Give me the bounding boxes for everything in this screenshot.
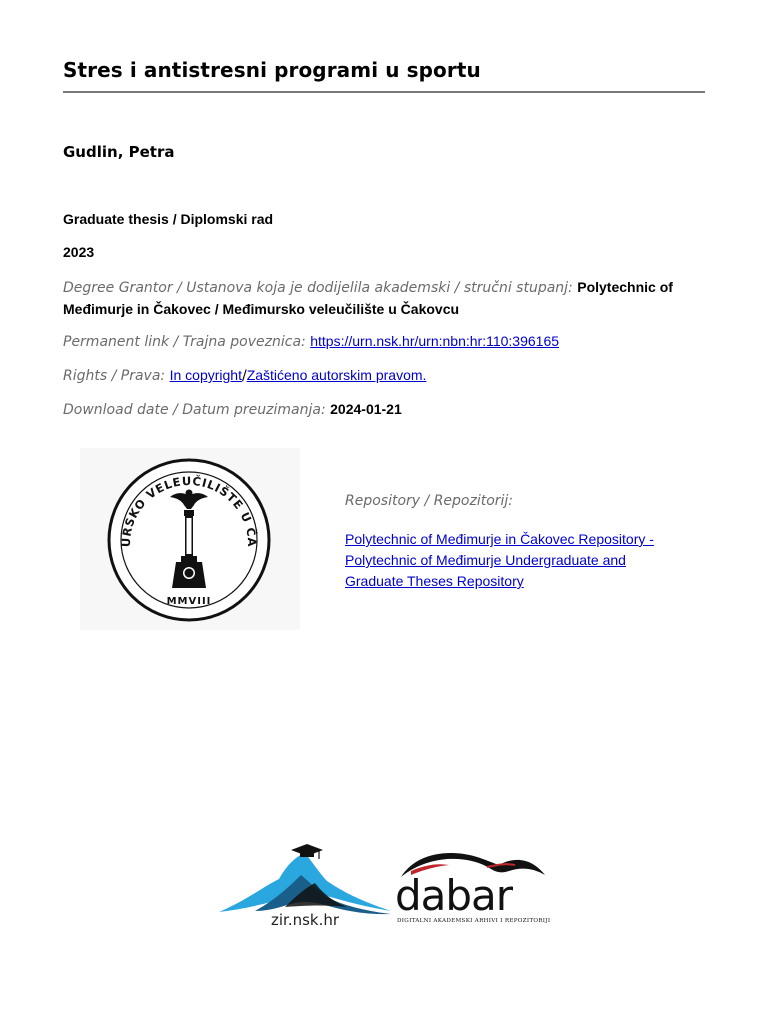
document-type: Graduate thesis / Diplomski rad: [63, 211, 274, 227]
rights-row: [63, 365, 708, 387]
permalink-link[interactable]: https://urn.nsk.hr/urn:nbn:hr:110:396165: [310, 333, 560, 349]
zir-logo: [219, 844, 391, 929]
seal-outer-text: URSKO VELEUČILIŠTE U ČA: [118, 473, 260, 548]
rights-link-en[interactable]: In copyright: [169, 367, 242, 383]
institution-seal: [80, 448, 300, 630]
title-divider: [63, 91, 705, 93]
document-title: Stres i antistresni programi u sportu: [63, 58, 481, 82]
repository-label: Repository / Repozitorij:: [345, 493, 514, 509]
zir-text: zir.nsk.hr: [271, 911, 340, 929]
seal-year-text: MMVIII: [166, 596, 212, 607]
download-row: [63, 399, 708, 421]
rights-link-hr[interactable]: Zaštićeno autorskim pravom.: [246, 367, 427, 383]
dabar-text: dabar: [395, 871, 513, 920]
document-author: Gudlin, Petra: [63, 143, 175, 161]
repository-link[interactable]: Polytechnic of Međimurje in Čakovec Repository - Polytechnic of Međimurje Undergraduate and Graduate Theses Repository: [345, 531, 654, 589]
seal-emblem: [80, 448, 300, 630]
dabar-subtitle: DIGITALNI AKADEMSKI ARHIVI I REPOZITORIJI: [397, 918, 551, 924]
footer-logos: [215, 835, 555, 930]
download-date: 2024-01-21: [330, 401, 402, 417]
grantor-label: Degree Grantor / Ustanova koja je dodijelila akademski / stručni stupanj:: [63, 280, 573, 296]
zir-dabar-logos: [215, 835, 555, 930]
document-year: 2023: [63, 244, 95, 260]
permalink-label: Permanent link / Trajna poveznica:: [63, 334, 306, 350]
grantor-row: [63, 277, 708, 321]
rights-separator: /: [241, 368, 247, 384]
rights-label: Rights / Prava:: [63, 368, 166, 384]
download-label: Download date / Datum preuzimanja:: [63, 402, 326, 418]
permalink-row: [63, 331, 708, 353]
grantor-value: Polytechnic of Međimurje in Čakovec / Međimursko veleučilište u Čakovcu: [63, 279, 673, 317]
dabar-logo: [395, 853, 550, 924]
